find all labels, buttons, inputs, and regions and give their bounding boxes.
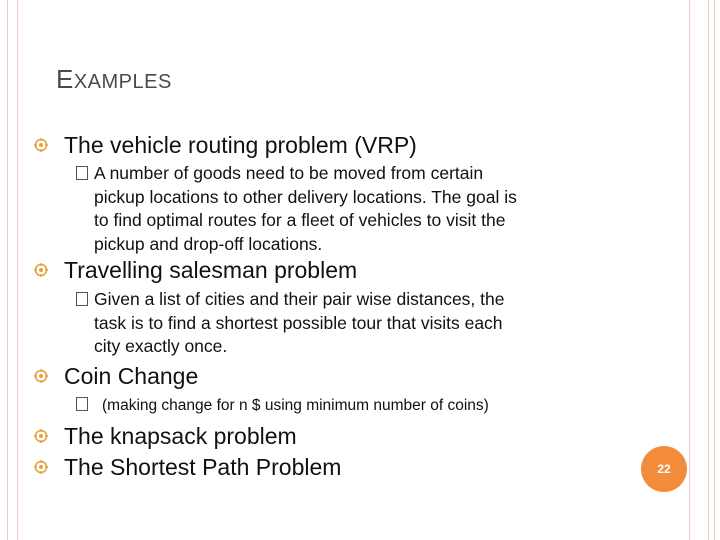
bullet-text: The vehicle routing problem (VRP) bbox=[64, 132, 417, 158]
sub-line: pickup locations to other delivery locations. The goal is bbox=[94, 186, 517, 207]
bullet-text: The knapsack problem bbox=[64, 423, 297, 449]
sub-line: pickup and drop-off locations. bbox=[94, 233, 323, 254]
bullet-text: The Shortest Path Problem bbox=[64, 454, 342, 480]
checkbox-glyph-icon bbox=[76, 166, 88, 180]
bullet-vrp bbox=[34, 132, 417, 159]
bullet-tsp bbox=[34, 257, 357, 284]
decorative-frame-left bbox=[0, 0, 18, 540]
checkbox-glyph-icon bbox=[76, 292, 88, 306]
sub-bullet-tsp bbox=[76, 288, 610, 359]
slide-title-first-letter: E bbox=[56, 64, 74, 94]
slide-title-rest: XAMPLES bbox=[73, 71, 172, 93]
checkbox-glyph-icon bbox=[76, 397, 88, 411]
decorative-frame-right-outer bbox=[714, 0, 715, 540]
bullet-text: Coin Change bbox=[64, 363, 199, 389]
bullet-icon bbox=[34, 369, 48, 383]
sub-line: Given a list of cities and their pair wise distances, the bbox=[76, 288, 610, 312]
page-number-badge: 22 bbox=[641, 446, 687, 492]
sub-line: to find optimal routes for a fleet of vehicles to visit the bbox=[94, 210, 506, 230]
bullet-shortest-path bbox=[34, 454, 341, 481]
bullet-text: Travelling salesman problem bbox=[64, 257, 358, 283]
sub-bullet-vrp bbox=[76, 162, 610, 256]
sub-bullet-coin bbox=[76, 397, 489, 415]
bullet-coin-change bbox=[34, 363, 198, 390]
decorative-frame-right bbox=[689, 0, 709, 540]
bullet-icon bbox=[34, 460, 48, 474]
sub-line: (making change for n $ using minimum number of coins) bbox=[102, 397, 489, 414]
sub-line: A number of goods need to be moved from certain bbox=[76, 162, 610, 186]
sub-line: task is to find a shortest possible tour that visits each bbox=[94, 312, 503, 333]
slide-title bbox=[56, 64, 172, 95]
bullet-knapsack bbox=[34, 423, 297, 450]
bullet-icon bbox=[34, 138, 48, 152]
bullet-icon bbox=[34, 263, 48, 277]
decorative-frame-left-inner bbox=[2, 0, 8, 540]
bullet-icon bbox=[34, 429, 48, 443]
sub-line: city exactly once. bbox=[94, 336, 228, 356]
